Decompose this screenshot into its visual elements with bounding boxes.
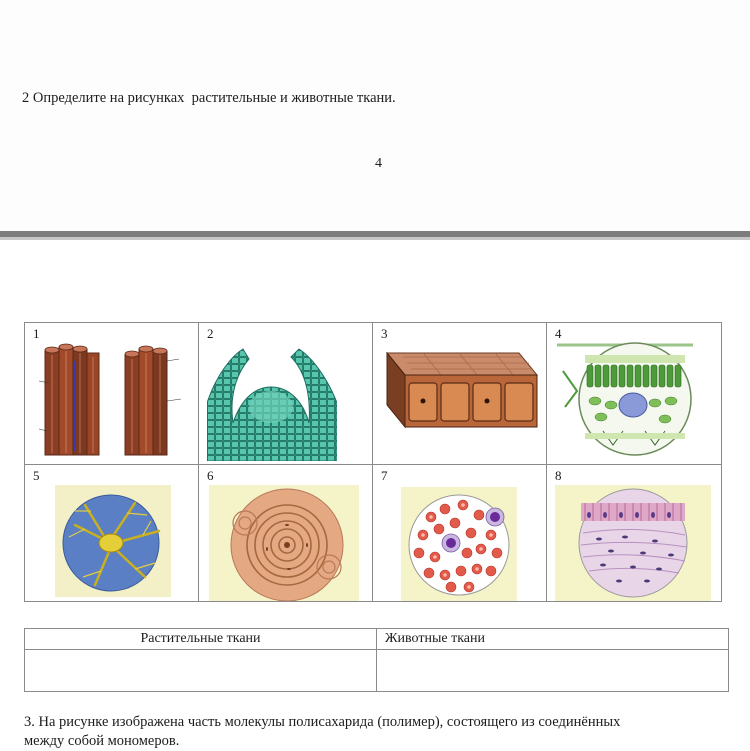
tissue-images-grid <box>24 322 722 602</box>
tissue-number-2: 2 <box>207 326 214 341</box>
tissue-cell-7 <box>373 465 547 601</box>
task-2-title: 2 Определите на рисунках растительные и животные ткани. <box>22 90 396 106</box>
plant-meristem-image <box>207 343 337 461</box>
animal-tissues-answer[interactable] <box>377 650 729 692</box>
tissue-number-8: 8 <box>555 468 562 483</box>
blood-cells-image <box>401 487 517 601</box>
tissue-cell-3 <box>373 323 547 465</box>
plant-tissues-answer[interactable] <box>25 650 377 692</box>
leaf-cross-section-image <box>555 341 713 461</box>
tissue-number-5: 5 <box>33 468 40 483</box>
answer-table <box>24 628 729 692</box>
tissue-number-3: 3 <box>381 326 388 341</box>
tissue-cell-8 <box>547 465 721 601</box>
bundled-fibers-image <box>39 341 189 463</box>
plant-tissues-header: Растительные ткани <box>25 629 377 650</box>
epithelium-image <box>555 485 711 601</box>
tissue-cell-5 <box>25 465 199 601</box>
bone-tissue-image <box>209 485 359 601</box>
task-3-line-2: между собой мономеров. <box>24 733 180 749</box>
neuron-image <box>55 485 171 597</box>
tissue-cell-4 <box>547 323 721 465</box>
task-3-line-1: 3. На рисунке изображена часть молекулы полисахарида (полимер), состоящего из соединённых <box>24 714 621 730</box>
tissue-cell-1 <box>25 323 199 465</box>
task-3-text <box>24 713 750 751</box>
tissue-number-1: 1 <box>33 326 40 341</box>
tissue-number-4: 4 <box>555 326 562 341</box>
tissue-number-7: 7 <box>381 468 388 483</box>
page-break <box>0 231 750 237</box>
previous-page <box>0 0 750 232</box>
page-number: 4 <box>375 156 382 171</box>
tissue-number-6: 6 <box>207 468 214 483</box>
cork-cells-block-image <box>383 345 539 435</box>
tissue-cell-2 <box>199 323 373 465</box>
animal-tissues-header: Животные ткани <box>377 629 729 650</box>
tissue-cell-6 <box>199 465 373 601</box>
